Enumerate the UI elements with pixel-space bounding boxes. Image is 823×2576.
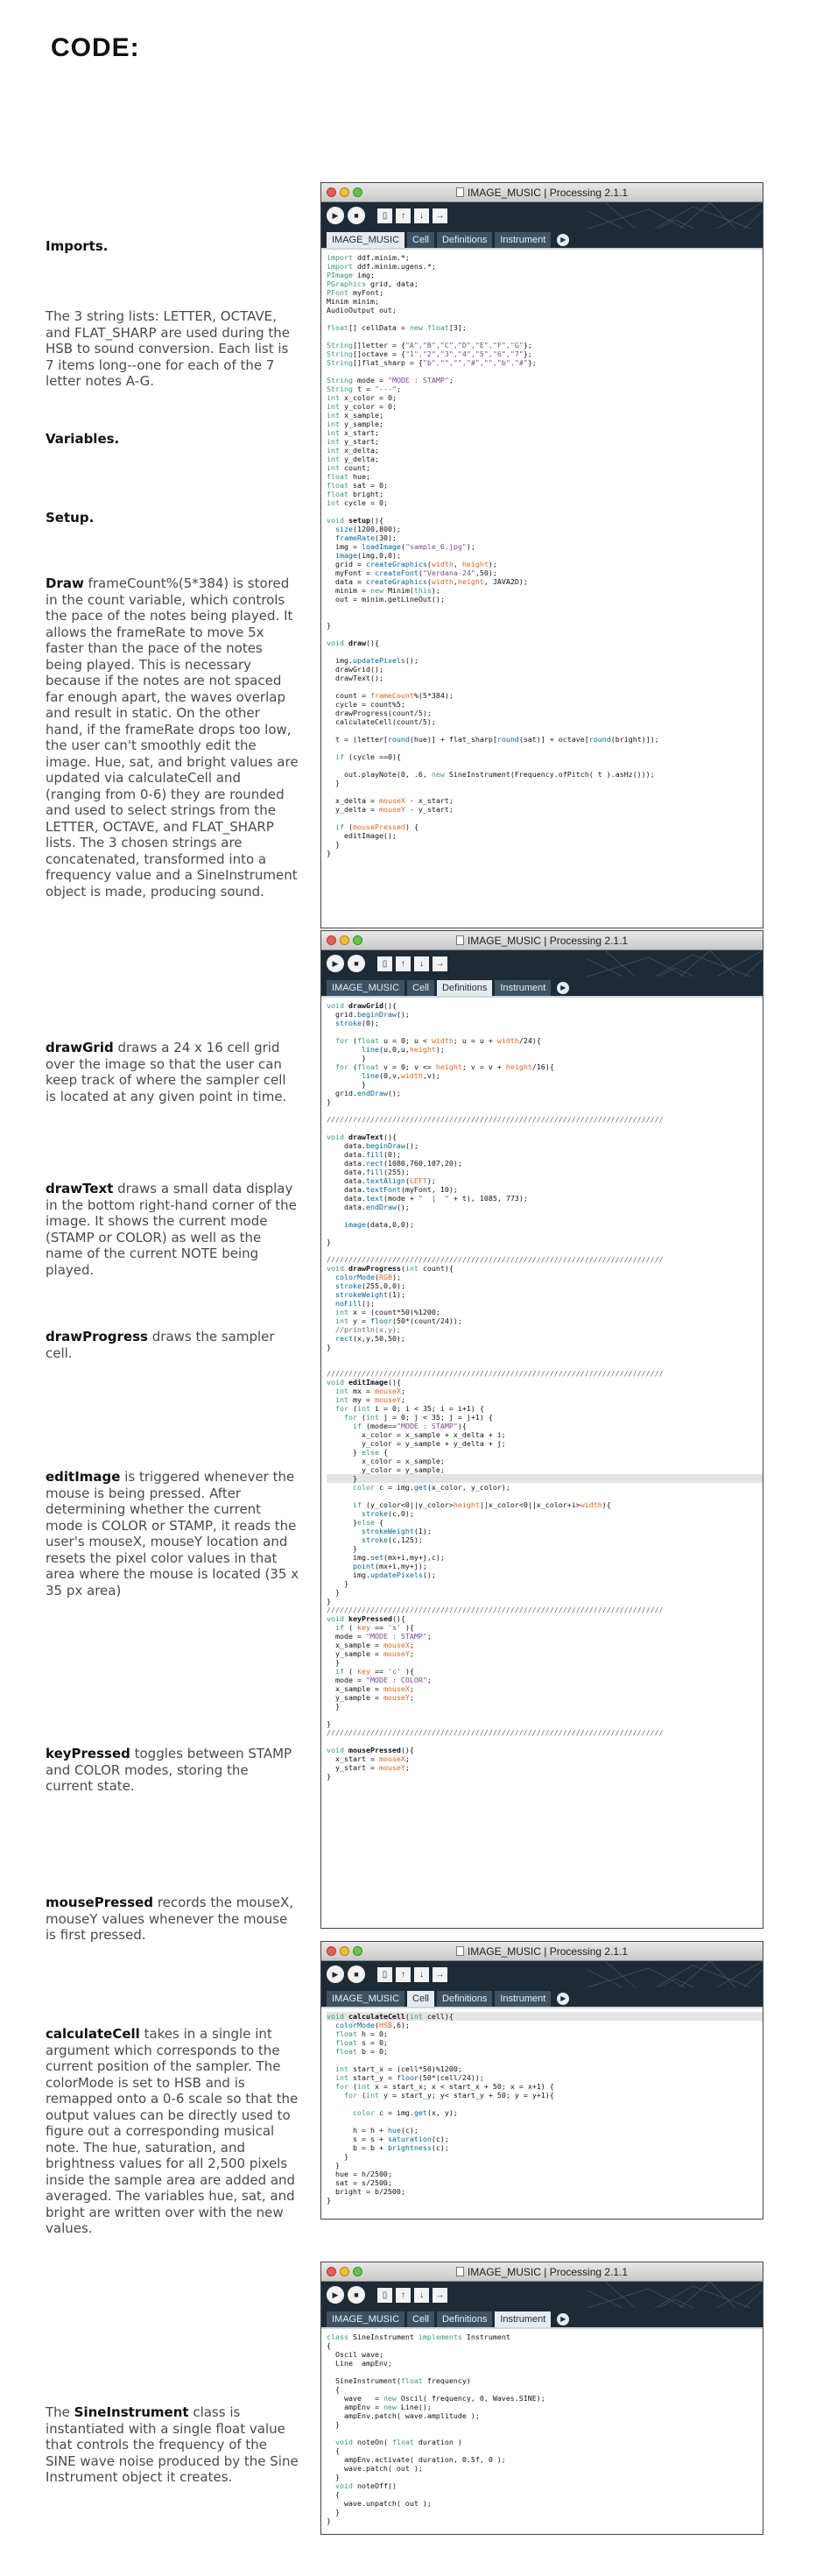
new-file-icon[interactable]: ▯ xyxy=(377,956,392,971)
tab-instrument[interactable]: Instrument xyxy=(495,1991,551,2007)
toolbar xyxy=(321,950,763,977)
toolbar xyxy=(321,2282,763,2308)
tab-image-music[interactable]: IMAGE_MUSIC xyxy=(327,2311,404,2327)
code-main: import ddf.minim.*; import ddf.minim.ugens.*; PImage img; PGraphics grid, data; PFont myFont; Minim minim; AudioOutput out; float[] cellData = new float[3]; String[]letter = {"A","B","C","D","E","F","G"}; String[]octave = {"1","2","3","4","5","6","7"}; String[]flat_sharp = {"b","","","#","","b","#"}; String mode = "MODE : STAMP"; String t = "---"; int x_color = 0; int y_color = 0; int x_sample; int y_sample; int x_start; int y_start; int x_delta; int y_delta; int count; float hue; float sat = 0; float bright; int cycle = 0; void setup(){ size(1200,800); frameRate(30); img = loadImage("sample_6.jpg"); image(img,0,0); grid = createGraphics(width, height); myFont = createFont("Verdana-24",50); data = createGraphics(width,height, JAVA2D); minim = new Minim(this); out = minim.getLineOut(); } void draw(){ img.updatePixels(); drawGrid(); drawText(); count = frameCount%(5*384); cycle = count%5; drawProgress(count/5); calculateCell(count/5); t = (letter[round(hue)] + flat_sharp[round(sat)] + octave[round(bright)]); if (cycle ==0){ out.playNote(0, .6, new SineInstrument(Frequency.ofPitch( t ).asHz())); } x_delta = mouseX - x_start; y_delta = mouseY - y_start; if (mousePressed) { editImage(); } } xyxy=(327,253,659,857)
window-title: IMAGE_MUSIC | Processing 2.1.1 xyxy=(467,1945,629,1958)
mesh-decoration-icon xyxy=(587,2282,763,2308)
drawprogress-description xyxy=(46,1329,299,1361)
window-titlebar xyxy=(321,931,763,950)
calculatecell-term: calculateCell xyxy=(46,2026,140,2042)
tab-bar xyxy=(321,2308,763,2327)
tab-image-music[interactable]: IMAGE_MUSIC xyxy=(327,232,404,248)
drawtext-text: draws a small data display in the bottom right-hand corner of the image. It shows the current mode (STAMP or COLOR) as well as the name of the current NOTE being played. xyxy=(46,1181,297,1278)
window-titlebar xyxy=(321,1942,763,1961)
processing-window-definitions xyxy=(320,930,763,1929)
tab-instrument[interactable]: Instrument xyxy=(495,980,551,996)
document-icon xyxy=(456,935,464,945)
mousepressed-text: records the mouseX, mouseY values whenever the mouse is first pressed. xyxy=(46,1895,294,1943)
strings-description: The 3 string lists: LETTER, OCTAVE, and FLAT_SHARP are used during the HSB to sound conversion. Each list is 7 items long--one for each of the 7 letter notes A-G. xyxy=(46,308,291,389)
code-editor[interactable] xyxy=(321,2327,763,2530)
tab-cell[interactable]: Cell xyxy=(407,980,434,996)
editimage-text: is triggered whenever the mouse is being pressed. After determining whether the current mode is COLOR or STAMP, it reads the user's mouseX, mouseY location and resets the pixel color values in that area where the mouse is located (35 x 35 px area) xyxy=(46,1469,299,1599)
stop-icon[interactable]: ■ xyxy=(348,207,365,224)
toolbar xyxy=(321,1961,763,1987)
draw-text: frameCount%(5*384) is stored in the count variable, which controls the pace of the notes being played. It allows the frameRate to move 5x faster than the pace of the notes being played. This is necessary because if the notes are not spaced far enough apart, the waves overlap and result in static. On the other hand, if the frameRate drops too low, the user can't smoothly edit the image. Hue, sat, and bright values are updated via calculateCell and (ranging from 0-6) they are rounded and used to select strings from the LETTER, OCTAVE, and FLAT_SHARP lists. The 3 chosen strings are concatenated, transformed into a frequency value and a SineInstrument object is made, producing sound. xyxy=(46,575,299,900)
document-icon xyxy=(456,1946,464,1956)
drawprogress-term: drawProgress xyxy=(46,1329,148,1344)
export-icon[interactable]: → xyxy=(433,1967,447,1982)
variables-heading: Variables. xyxy=(46,431,120,447)
page-title: CODE: xyxy=(51,33,140,62)
drawprogress-text: draws the sampler cell. xyxy=(46,1329,275,1361)
save-icon[interactable]: ↓ xyxy=(414,1967,429,1982)
window-titlebar xyxy=(321,183,763,202)
processing-window-main xyxy=(320,182,763,928)
drawtext-description xyxy=(46,1181,299,1278)
tab-menu-arrow-icon[interactable]: ▶ xyxy=(557,2313,569,2325)
mousepressed-term: mousePressed xyxy=(46,1895,154,1910)
stop-icon[interactable]: ■ xyxy=(348,2286,365,2304)
processing-window-cell xyxy=(320,1941,763,2220)
sine-term: SineInstrument xyxy=(74,2404,189,2420)
toolbar xyxy=(321,202,763,229)
calculatecell-text: takes in a single int argument which corresponds to the current position of the sampler. The colorMode is set to HSB and is remapped onto a 0-6 scale so that the output values can be directly used to figure out a corresponding musical note. The hue, saturation, and brightness values for all 2,500 pixels inside the sample area are added and averaged. The variables hue, sat, and bright are written over with the new values. xyxy=(46,2026,299,2236)
play-icon[interactable]: ▶ xyxy=(327,1966,344,1983)
tab-image-music[interactable]: IMAGE_MUSIC xyxy=(327,980,404,996)
tab-definitions[interactable]: Definitions xyxy=(437,232,492,248)
drawgrid-text: draws a 24 x 16 cell grid over the image so that the user can keep track of where the sampler cell is located at any given point in time. xyxy=(46,1040,287,1105)
sine-pre: The xyxy=(46,2404,74,2420)
drawgrid-term: drawGrid xyxy=(46,1040,114,1055)
export-icon[interactable]: → xyxy=(433,956,447,971)
keypressed-description xyxy=(46,1746,299,1795)
tab-definitions[interactable]: Definitions xyxy=(437,1991,492,2007)
new-file-icon[interactable]: ▯ xyxy=(377,1967,392,1982)
tab-menu-arrow-icon[interactable]: ▶ xyxy=(557,982,569,994)
open-icon[interactable]: ↑ xyxy=(396,2288,411,2303)
sine-text: class is instantiated with a single float value that controls the frequency of the SINE wave noise produced by the Sine Instrument object it creates. xyxy=(46,2404,299,2485)
tab-cell[interactable]: Cell xyxy=(407,232,434,248)
code-editor[interactable] xyxy=(321,996,763,1786)
open-icon[interactable]: ↑ xyxy=(396,956,411,971)
save-icon[interactable]: ↓ xyxy=(414,2288,429,2303)
tab-definitions[interactable]: Definitions xyxy=(437,2311,492,2327)
drawgrid-description xyxy=(46,1040,299,1105)
tab-bar xyxy=(321,977,763,996)
stop-icon[interactable]: ■ xyxy=(348,955,365,972)
code-definitions: void drawGrid(){ grid.beginDraw(); stroke(0); for (float u = 0; u < width; u = u + width/24){ line(u,0,u,height); } for (float v = 0; v <= height; v = v + height/16){ line(0,v,width,v); } grid.endDraw(); } ///////////////////////////////////////////////////////////////////////////// void drawText(){ data.beginDraw(); data.fill(0); data.rect(1080,760,107,20); data.fill(255); data.textAlign(LEFT); data.textFont(myFont, 10); data.text(mode + " | " + t), 1085, 773); data.endDraw(); image(data,0,0); } ///////////////////////////////////////////////////////////////////////////// void drawProgress(int count){ colorMode(RGB); stroke(255,0,0); strokeWeight(1); noFill(); int x = (count*50)%1200; int y = floor(50*(count/24)); //println(x,y); rect(x,y,50,50); } ///////////////////////////////////////////////////////////////////////////// void editImage(){ int mx = mouseX; int my = mouseY; for (int i = 0; i < 35; i = i+1) { for (int j = 0; j < 35; j = j+1) { if (mode=="MODE : STAMP"){ x_color = x_sample + x_delta + i; y_color = y_sample + y_delta + j; } else { x_color = x_sample; y_color = y_sample; } color c = img.get(x_color, y_color); if (y_color<0||y_color>height||x_color<0||x_color+i>width){ stroke(c,0); }else { strokeWeight(1); stroke(c,125); } img.set(mx+i,my+j,c); point(mx+i,my+j); img.updatePixels(); } } } ///////////////////////////////////////////////////////////////////////////// void keyPressed(){ if ( key == 's' ){ mode = "MODE : STAMP"; x_sample = mouseX; y_sample = mouseY; } if ( key == 'c' ){ mode = "MODE : COLOR"; x_sample = mouseX; y_sample = mouseY; } } ///////////////////////////////////////////////////////////////////////////// void mousePressed(){ x_start = mouseX; y_start = mouseY; } xyxy=(321,998,763,1786)
setup-heading: Setup. xyxy=(46,510,95,526)
new-file-icon[interactable]: ▯ xyxy=(377,2288,392,2303)
tab-menu-arrow-icon[interactable]: ▶ xyxy=(557,234,569,246)
document-icon xyxy=(456,2267,464,2276)
open-icon[interactable]: ↑ xyxy=(396,208,411,223)
tab-bar xyxy=(321,1987,763,2007)
tab-instrument[interactable]: Instrument xyxy=(495,232,551,248)
tab-image-music[interactable]: IMAGE_MUSIC xyxy=(327,1991,404,2007)
save-icon[interactable]: ↓ xyxy=(414,208,429,223)
code-editor[interactable] xyxy=(321,2007,763,2210)
window-titlebar xyxy=(321,2262,763,2282)
code-instrument: class SineInstrument implements Instrument { Oscil wave; Line ampEnv; SineInstrument(float frequency) { wave = new Oscil( frequency, 0, Waves.SINE); ampEnv = new Line(); ampEnv.patch( wave.amplitude ); } void noteOn( float duration ) { ampEnv.activate( duration, 0.5f, 0 ); wave.patch( out ); } void noteOff() { wave.unpatch( out ); } } xyxy=(327,2333,545,2525)
tab-cell[interactable]: Cell xyxy=(407,1991,434,2007)
window-title: IMAGE_MUSIC | Processing 2.1.1 xyxy=(467,935,629,947)
editimage-description xyxy=(46,1469,299,1599)
mesh-decoration-icon xyxy=(587,1961,763,1987)
keypressed-text: toggles between STAMP and COLOR modes, storing the current state. xyxy=(46,1746,292,1794)
code-cell: void calculateCell(int cell){ colorMode(HSB,6); float h = 0; float s = 0; float b = 0; int start_x = (cell*50)%1200; int start_y = floor(50*(cell/24)); for (int x = start_x; x < start_x + 50; x = x+1) { for (int y = start_y; y< start_y + 50; y = y+1){ color c = img.get(x, y); h = h + hue(c); s = s + saturation(c); b = b + brightness(c); } } hue = h/2500; sat = s/2500; bright = b/2500; } xyxy=(321,2008,763,2210)
sine-description xyxy=(46,2404,299,2486)
window-title: IMAGE_MUSIC | Processing 2.1.1 xyxy=(467,187,629,199)
export-icon[interactable]: → xyxy=(433,208,447,223)
calculatecell-description xyxy=(46,2026,299,2237)
mousepressed-description xyxy=(46,1895,299,1944)
editimage-term: editImage xyxy=(46,1469,121,1485)
tab-bar xyxy=(321,229,763,248)
tab-menu-arrow-icon[interactable]: ▶ xyxy=(557,1993,569,2005)
mesh-decoration-icon xyxy=(587,202,763,229)
tab-cell[interactable]: Cell xyxy=(407,2311,434,2327)
tab-definitions[interactable]: Definitions xyxy=(437,980,492,996)
keypressed-term: keyPressed xyxy=(46,1746,130,1761)
mesh-decoration-icon xyxy=(587,950,763,977)
stop-icon[interactable]: ■ xyxy=(348,1966,365,1983)
open-icon[interactable]: ↑ xyxy=(396,1967,411,1982)
draw-description xyxy=(46,575,299,900)
processing-window-instrument xyxy=(320,2262,763,2535)
drawtext-term: drawText xyxy=(46,1181,114,1196)
play-icon[interactable]: ▶ xyxy=(327,207,344,224)
play-icon[interactable]: ▶ xyxy=(327,2286,344,2304)
save-icon[interactable]: ↓ xyxy=(414,956,429,971)
play-icon[interactable]: ▶ xyxy=(327,955,344,972)
imports-heading: Imports. xyxy=(46,238,109,254)
new-file-icon[interactable]: ▯ xyxy=(377,208,392,223)
document-icon xyxy=(456,187,464,197)
draw-term: Draw xyxy=(46,575,84,591)
code-editor[interactable] xyxy=(321,248,763,863)
window-title: IMAGE_MUSIC | Processing 2.1.1 xyxy=(467,2266,629,2278)
export-icon[interactable]: → xyxy=(433,2288,447,2303)
tab-instrument[interactable]: Instrument xyxy=(495,2311,551,2327)
